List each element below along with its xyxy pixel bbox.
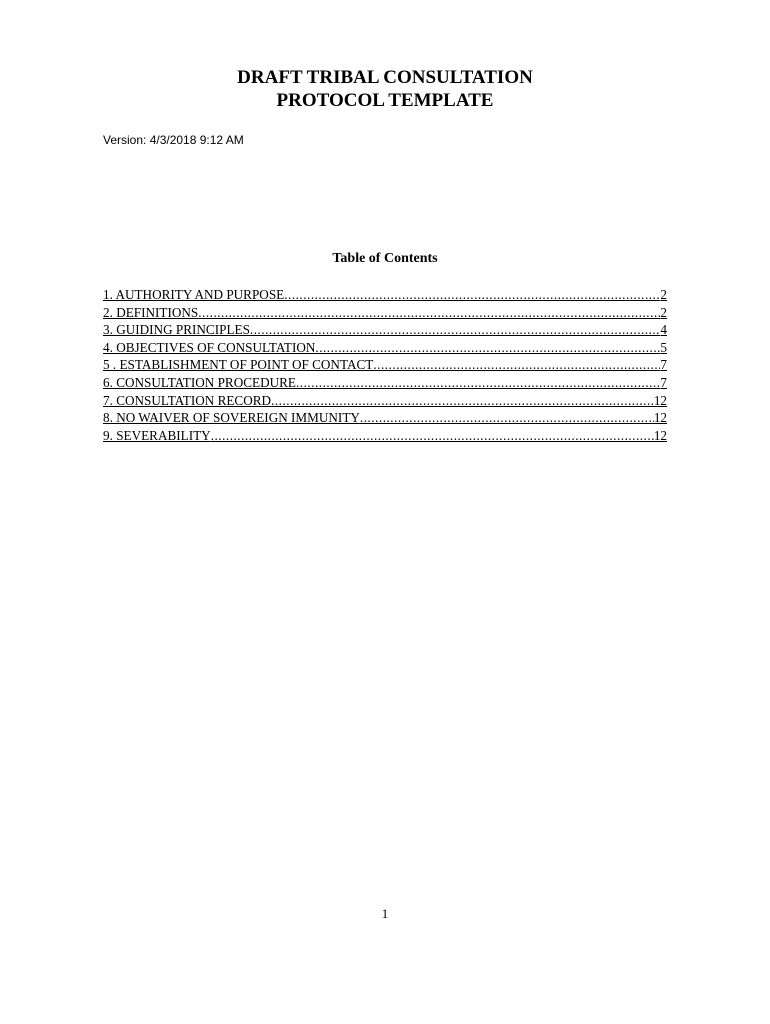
toc-entry-label: 8. NO WAIVER OF SOVEREIGN IMMUNITY: [103, 410, 360, 426]
toc-entry-page: 12: [653, 392, 667, 408]
toc-entry-page: 2: [660, 304, 667, 320]
toc-entry-label: 5 . ESTABLISHMENT OF POINT OF CONTACT: [103, 357, 374, 373]
toc-entry-label: 6. CONSULTATION PROCEDURE: [103, 374, 296, 390]
toc-dot-leader: [198, 304, 660, 322]
toc-dot-leader: [360, 409, 654, 427]
table-of-contents: [103, 286, 667, 444]
toc-entry-label: 3. GUIDING PRINCIPLES: [103, 322, 250, 338]
toc-dot-leader: [373, 356, 660, 374]
title-line-2: PROTOCOL TEMPLATE: [276, 90, 494, 111]
toc-entry-page: 7: [660, 374, 667, 390]
toc-entry-severability[interactable]: [103, 427, 667, 445]
toc-entry-label: 9. SEVERABILITY: [103, 427, 211, 443]
toc-entry-authority-and-purpose[interactable]: [103, 286, 667, 304]
toc-dot-leader: [271, 392, 654, 410]
toc-entry-definitions[interactable]: [103, 304, 667, 322]
toc-entry-label: 7. CONSULTATION RECORD: [103, 392, 272, 408]
toc-entry-label: 4. OBJECTIVES OF CONSULTATION: [103, 339, 316, 355]
toc-entry-label: 1. AUTHORITY AND PURPOSE: [103, 287, 285, 302]
toc-dot-leader: [250, 321, 661, 339]
toc-entry-consultation-procedure[interactable]: [103, 374, 667, 392]
toc-dot-leader: [296, 374, 660, 392]
toc-entry-consultation-record[interactable]: [103, 392, 667, 410]
toc-entry-page: 4: [660, 322, 667, 338]
toc-heading: Table of Contents: [332, 251, 438, 266]
toc-entry-no-waiver-of-sovereign-immunity[interactable]: [103, 409, 667, 427]
version-stamp: Version: 4/3/2018 9:12 AM: [103, 133, 244, 147]
toc-entry-page: 2: [660, 287, 667, 302]
document-title: [0, 66, 770, 112]
toc-entry-label: 2. DEFINITIONS: [103, 304, 199, 320]
toc-entry-page: 12: [653, 427, 667, 443]
toc-dot-leader: [315, 339, 660, 357]
toc-dot-leader: [284, 286, 660, 304]
toc-entry-page: 7: [660, 357, 667, 373]
title-line-1: DRAFT TRIBAL CONSULTATION: [237, 67, 533, 88]
page-number: 1: [381, 906, 389, 921]
toc-entry-guiding-principles[interactable]: [103, 321, 667, 339]
toc-dot-leader: [211, 427, 654, 445]
toc-entry-page: 5: [660, 339, 667, 355]
toc-entry-page: 12: [653, 410, 667, 426]
toc-entry-establishment-of-point-of-contact[interactable]: [103, 356, 667, 374]
toc-entry-objectives-of-consultation[interactable]: [103, 339, 667, 357]
